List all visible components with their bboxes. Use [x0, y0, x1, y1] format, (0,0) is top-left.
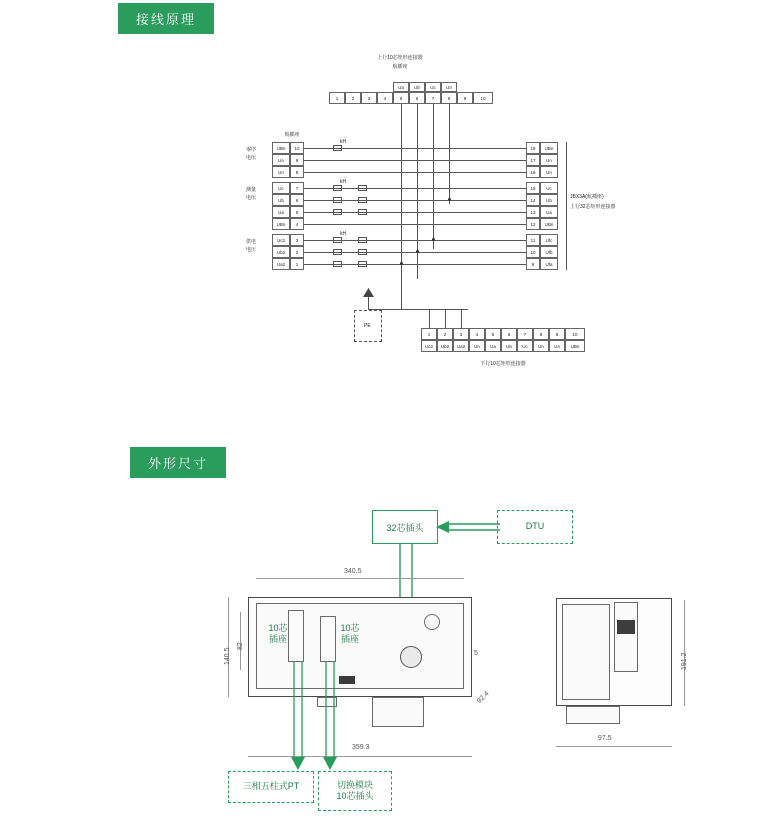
dim-height-inner-text: 82: [237, 642, 244, 650]
ground-bus: [368, 309, 468, 310]
dim-small-right-text: 5: [474, 650, 478, 657]
bottom-connector-pin-10: 10: [565, 328, 585, 340]
socket-right-label-line1: 10芯: [340, 623, 360, 634]
left-row-pin-4: 4: [290, 218, 304, 230]
right-row-pin-10: 10: [526, 246, 540, 258]
right-row-label-11: Ufc: [540, 234, 558, 246]
top-connector-pin-10: 10: [473, 92, 493, 104]
device-bottom-gland: [372, 697, 424, 727]
switch-module-label-line1: 切换模块: [336, 779, 373, 790]
right-row-pin-9: 9: [526, 258, 540, 270]
right-row-label-10: Ufb: [540, 246, 558, 258]
dim-height-inner-line: [240, 612, 241, 670]
socket-left-label: [262, 619, 294, 649]
bottom-connector-label-6: Ub: [501, 340, 517, 352]
top-connector-title-line2: 航插座: [392, 64, 408, 70]
bottom-drop-1: [429, 309, 430, 328]
junction-dot-uc: [432, 238, 435, 241]
left-row-label-1: Ua2: [272, 258, 290, 270]
top-connector-pin-6: 6: [409, 92, 425, 104]
bottom-connector-label-4: Un: [469, 340, 485, 352]
left-group-label-supply-2: 电压: [245, 247, 256, 253]
right-row-pin-14: 14: [526, 194, 540, 206]
junction-dot-un: [448, 198, 451, 201]
dim-height-left-text: 140.5: [224, 647, 231, 665]
bottom-connector-title: 下行10芯矩形连接器: [480, 361, 526, 367]
switch-symbol-8: [358, 185, 367, 191]
section-title-dimensions: 外形尺寸: [148, 456, 209, 471]
top-connector-pin-2: 2: [345, 92, 361, 104]
wiring-diagram: [0, 40, 758, 400]
dtu-to-plug-arrow-icon: [436, 520, 500, 534]
device-side-gland-icon: [617, 620, 635, 634]
left-row-pin-8: 8: [290, 166, 304, 178]
right-row-pin-12: 12: [526, 218, 540, 230]
bottom-connector-pin-3: 3: [453, 328, 469, 340]
ground-arrow-icon: [363, 288, 374, 297]
wire-drop-un: [449, 104, 450, 204]
right-row-pin-17: 17: [526, 154, 540, 166]
switch-symbol-4: [333, 209, 342, 215]
bottom-connector-label-8: Un: [533, 340, 549, 352]
dim-width-bottom-text: 359.3: [352, 744, 370, 751]
section-header-wiring: [118, 3, 214, 34]
top-connector-signal-uc: Uc: [425, 82, 441, 92]
top-connector-signal-ua: Ua: [393, 82, 409, 92]
left-group-label-measure-1: 测量: [245, 187, 256, 193]
switch-symbol-11: [358, 237, 367, 243]
bottom-connector-pin-4: 4: [469, 328, 485, 340]
bottom-connector-pin-9: 9: [549, 328, 565, 340]
plug-32-label: 32芯插头: [386, 522, 424, 533]
switch-symbol-1: [333, 145, 342, 151]
socket-left-label-line1: 10芯: [268, 623, 288, 634]
switch-symbol-5: [333, 237, 342, 243]
left-row-label-2: Ub2: [272, 246, 290, 258]
switch-symbol-2: [333, 185, 342, 191]
switch-module-label-line2: 10芯插头: [336, 791, 374, 801]
left-row-label-8: Un: [272, 166, 290, 178]
device-side-panel: [562, 604, 610, 700]
right-row-label-16: Un: [540, 166, 558, 178]
left-row-pin-9: 9: [290, 154, 304, 166]
switch-symbol-12: [358, 249, 367, 255]
bottom-connector-label-2: Ub2: [437, 340, 453, 352]
bottom-connector-pin-1: 1: [421, 328, 437, 340]
right-connector-bracket: [566, 142, 567, 270]
switch-symbol-6: [333, 249, 342, 255]
top-connector-pin-8: 8: [441, 92, 457, 104]
bottom-drop-2: [445, 309, 446, 328]
bottom-connector-pin-2: 2: [437, 328, 453, 340]
right-row-pin-13: 13: [526, 206, 540, 218]
right-connector-title-line2: 上行32芯矩形连接器: [570, 204, 616, 210]
top-connector-signal-ub: Ub: [409, 82, 425, 92]
junction-dot-ua: [400, 262, 403, 265]
left-row-pin-7: 7: [290, 182, 304, 194]
top-connector-pin-3: 3: [361, 92, 377, 104]
dtu-box: [497, 510, 573, 544]
three-phase-pt-label: 三相五柱式PT: [242, 781, 300, 792]
top-connector-pin-9: 9: [457, 92, 473, 104]
wire-row-9: [304, 160, 526, 161]
switch-symbol-7: [333, 261, 342, 267]
dim-width-top-text: 340.5: [344, 568, 362, 575]
bottom-drop-3: [461, 309, 462, 328]
bottom-connector-pin-7: 7: [517, 328, 533, 340]
left-row-label-9: UA: [272, 154, 290, 166]
top-connector-pin-5: 5: [393, 92, 409, 104]
switch-symbol-10: [358, 209, 367, 215]
dim-side-width-line: [556, 746, 672, 747]
socket-right-down-arrow-icon: [322, 662, 338, 770]
socket-right-label: [334, 619, 366, 649]
right-row-pin-15: 15: [526, 182, 540, 194]
device-knob-icon: [424, 614, 440, 630]
dim-angle-text: 92.4: [476, 690, 491, 705]
left-row-pin-10: 10: [290, 142, 304, 154]
bottom-connector-label-10: UBn: [565, 340, 585, 352]
left-row-label-3: Uc2: [272, 234, 290, 246]
plug-32-box: [372, 510, 438, 544]
left-row-pin-6: 6: [290, 194, 304, 206]
left-row-pin-1: 1: [290, 258, 304, 270]
device-nameplate: [339, 676, 355, 684]
switch-module-box: [318, 771, 392, 811]
right-row-label-12: UBn: [540, 218, 558, 230]
socket-left-label-line2: 插座: [268, 634, 287, 644]
right-connector-title-line1: JBX3A(航插座): [570, 194, 604, 200]
right-row-label-13: Ua: [540, 206, 558, 218]
switch-symbol-9: [358, 197, 367, 203]
left-row-pin-5: 5: [290, 206, 304, 218]
socket-left-down-arrow-icon: [290, 662, 306, 770]
left-connector-title: 航插座: [284, 132, 300, 138]
top-connector-pin-4: 4: [377, 92, 393, 104]
bottom-connector-pin-6: 6: [501, 328, 517, 340]
left-row-label-4: UBn: [272, 218, 290, 230]
switch-symbol-13: [358, 261, 367, 267]
right-row-pin-16: 16: [526, 166, 540, 178]
ground-label: PE: [364, 323, 371, 329]
section-header-dimensions: [130, 447, 226, 478]
top-connector-signal-un: Un: [441, 82, 457, 92]
wire-row-8: [304, 172, 526, 173]
right-row-pin-11: 11: [526, 234, 540, 246]
section-title-wiring: 接线原理: [136, 12, 197, 27]
bottom-connector-label-5: Ua: [485, 340, 501, 352]
left-row-label-6: Ub: [272, 194, 290, 206]
device-side-foot: [566, 706, 620, 724]
bottom-connector-label-1: Uc2: [421, 340, 437, 352]
top-connector-pin-7: 7: [425, 92, 441, 104]
three-phase-pt-box: [228, 771, 314, 803]
dimension-diagram: [0, 490, 758, 829]
right-row-label-18: UBn: [540, 142, 558, 154]
left-row-label-7: Uc: [272, 182, 290, 194]
left-row-label-10: UBn: [272, 142, 290, 154]
device-side-body: [614, 602, 638, 672]
wire-row-4: [304, 224, 526, 225]
right-row-pin-18: 18: [526, 142, 540, 154]
switch-symbol-3: [333, 197, 342, 203]
device-gland-icon: [400, 646, 422, 668]
bottom-connector-label-3: Ua2: [453, 340, 469, 352]
dim-width-bottom-line: [248, 756, 472, 757]
left-group-label-zero-seq-1: 零序: [245, 147, 256, 153]
left-group-label-measure-2: 电压: [245, 195, 256, 201]
dim-side-width-text: 97.5: [598, 735, 612, 742]
junction-dot-ub: [416, 250, 419, 253]
left-row-pin-2: 2: [290, 246, 304, 258]
wire-drop-uc: [433, 104, 434, 249]
left-group-label-supply-1: 供电: [245, 239, 256, 245]
right-row-label-14: Ub: [540, 194, 558, 206]
bottom-connector-pin-5: 5: [485, 328, 501, 340]
left-group-label-zero-seq-2: 电压: [245, 155, 256, 161]
right-row-label-15: Uc: [540, 182, 558, 194]
left-row-pin-3: 3: [290, 234, 304, 246]
wire-drop-ua: [401, 104, 402, 309]
dim-width-top-line: [256, 578, 464, 579]
relay-mark-1: kH: [340, 139, 347, 145]
top-connector-title-line1: 上行10芯矩形连接器: [377, 55, 423, 61]
socket-right-label-line2: 插座: [340, 634, 359, 644]
bottom-connector-label-7: Uc: [517, 340, 533, 352]
relay-mark-3: kH: [340, 231, 347, 237]
right-row-label-9: Ufa: [540, 258, 558, 270]
relay-mark-2: kH: [340, 179, 347, 185]
top-connector-pin-1: 1: [329, 92, 345, 104]
right-row-label-17: Un: [540, 154, 558, 166]
left-row-label-5: Ua: [272, 206, 290, 218]
bottom-connector-pin-8: 8: [533, 328, 549, 340]
dtu-label: DTU: [525, 521, 545, 532]
bottom-connector-label-9: UA: [549, 340, 565, 352]
dim-side-height-text: 191.2: [681, 652, 688, 670]
